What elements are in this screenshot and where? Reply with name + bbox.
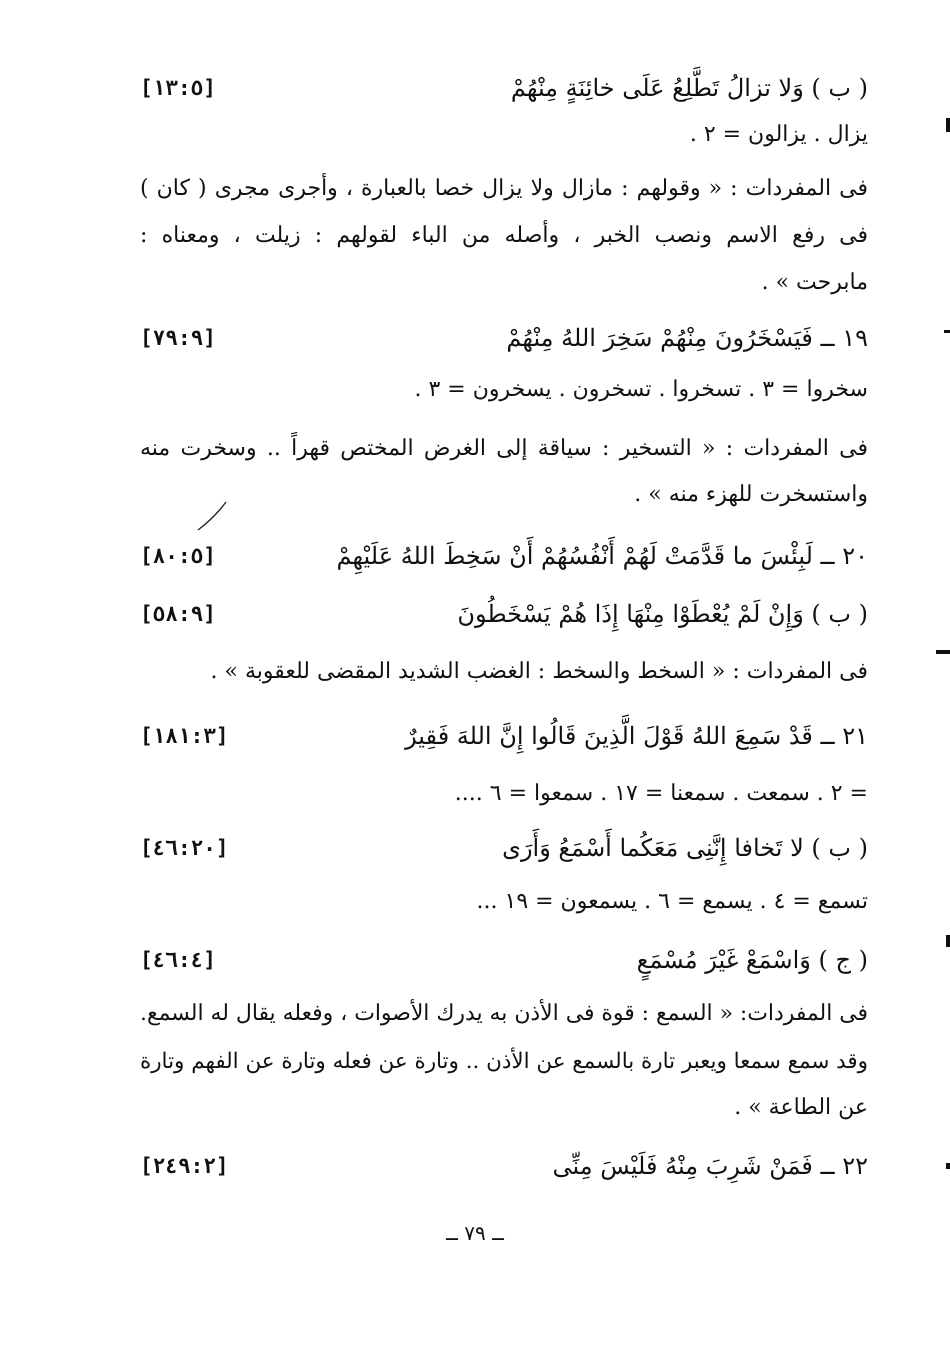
margin-mark [946, 1163, 950, 1169]
verse-line: ٢١ ــ قَدْ سَمِعَ اللهُ قَوْلَ الَّذِينَ قَالُوا إِنَّ اللهَ فَقِيرٌ [405, 722, 868, 750]
pen-stroke-mark [196, 500, 230, 532]
commentary-line: واستسخرت للهزء منه » . [634, 482, 868, 507]
commentary-line: فى المفردات : « وقولهم : مازال ولا يزال خصا بالعبارة ، وأجرى مجرى ( كان ) [140, 176, 868, 201]
word-count-line: يزال . يزالون = ٢ . [689, 122, 868, 147]
commentary-line: فى المفردات: « السمع : قوة فى الأذن به يدرك الأصوات ، وفعله يقال له السمع. [140, 1001, 868, 1026]
verse-line: ( ج ) وَاسْمَعْ غَيْرَ مُسْمَعٍ [636, 946, 868, 974]
word-count-line: تسمع = ٤ . يسمع = ٦ . يسمعون = ١٩ ... [476, 889, 868, 914]
commentary-line: فى المفردات : « التسخير : سياقة إلى الغرض المختص قهراً .. وسخرت منه [140, 436, 868, 461]
verse-reference: [٤٦:٤] [140, 948, 216, 972]
verse-reference: [٧٩:٩] [140, 326, 216, 350]
verse-line: ٢٢ ــ فَمَنْ شَرِبَ مِنْهُ فَلَيْسَ مِنِّى [552, 1152, 868, 1180]
verse-line: ( ب ) وَإِنْ لَمْ يُعْطَوْا مِنْهَا إِذَا هُمْ يَسْخَطُونَ [457, 600, 868, 628]
margin-mark [936, 650, 950, 654]
verse-line: ٢٠ ــ لَبِئْسَ ما قَدَّمَتْ لَهُمْ أَنْفُسُهُمْ أَنْ سَخِطَ اللهُ عَلَيْهِمْ [336, 542, 868, 570]
verse-reference: [٤٦:٢٠] [140, 836, 229, 860]
commentary-line: فى رفع الاسم ونصب الخبر ، وأصله من الباء لقولهم : زيلت ، ومعناه : [140, 223, 868, 248]
verse-reference: [١٨١:٣] [140, 724, 229, 748]
commentary-line: فى المفردات : « السخط والسخط : الغضب الشديد المقضى للعقوبة » . [210, 659, 868, 684]
commentary-line: وقد سمع سمعا ويعبر تارة بالسمع عن الأذن .. وتارة عن فعله وتارة عن الفهم وتارة [140, 1049, 868, 1074]
verse-reference: [٥٨:٩] [140, 602, 216, 626]
word-count-line: سخروا = ٣ . تسخروا . تسخرون . يسخرون = ٣ . [414, 377, 868, 402]
verse-reference: [٨٠:٥] [140, 544, 216, 568]
verse-reference: [٢٤٩:٢] [140, 1154, 229, 1178]
verse-line: ( ب ) لا تَخافا إِنَّنِى مَعَكُما أَسْمَعُ وَأَرَى [502, 834, 868, 862]
word-count-line: = ٢ . سمعت . سمعنا = ١٧ . سمعوا = ٦ .... [454, 781, 868, 806]
commentary-line: عن الطاعة » . [734, 1095, 868, 1120]
margin-mark [944, 330, 950, 333]
margin-mark [946, 935, 950, 947]
page-number: ــ ٧٩ ــ [446, 1221, 504, 1245]
verse-line: ( ب ) وَلا تزالُ تَطَّلِعُ عَلَى خائِنَةٍ مِنْهُمْ [510, 74, 868, 102]
verse-line: ١٩ ــ فَيَسْخَرُونَ مِنْهُمْ سَخِرَ اللهُ مِنْهُمْ [506, 324, 868, 352]
commentary-line: مابرحت » . [761, 270, 868, 295]
verse-reference: [١٣:٥] [140, 76, 216, 100]
margin-mark [946, 118, 950, 132]
